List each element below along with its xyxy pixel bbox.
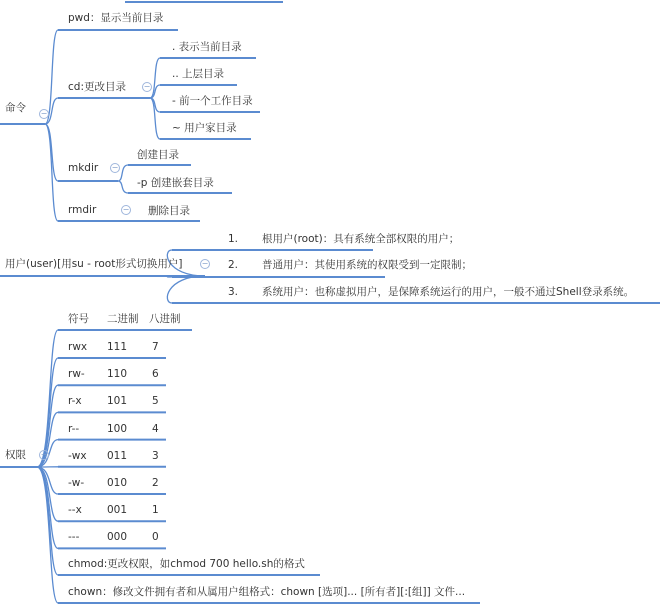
topic-rmdir-child[interactable]: 删除目录 [148, 205, 190, 217]
topic-cd-child[interactable]: ~ 用户家目录 [172, 122, 237, 134]
topic-cd-child[interactable]: . 表示当前目录 [172, 41, 242, 53]
perm-cell: r-- [68, 422, 80, 435]
perm-cell: 001 [107, 504, 128, 517]
user-item-num: 1. [228, 233, 239, 245]
perm-cell: 101 [107, 395, 128, 408]
topic-cd-child[interactable]: - 前一个工作目录 [172, 95, 253, 107]
topic-mkdir-child[interactable]: 创建目录 [137, 149, 179, 161]
perm-cell: 7 [152, 341, 159, 353]
user-item-num: 2. [228, 259, 239, 271]
perm-cell: 110 [107, 368, 128, 381]
perm-cell: rwx [68, 341, 88, 353]
collapse-icon[interactable]: − [40, 109, 48, 118]
topic-cd[interactable]: cd:更改目录 [68, 81, 126, 93]
perm-header: 八进制 [149, 313, 181, 325]
perm-cell: 000 [107, 531, 128, 544]
topic-permissions[interactable]: 权限 [5, 449, 26, 461]
perm-cell: 3 [152, 449, 159, 462]
branch-curve [167, 276, 205, 303]
user-item[interactable]: 普通用户：其使用系统的权限受到一定限制； [262, 259, 472, 271]
perm-cell: 111 [107, 341, 128, 353]
topic-mkdir-child[interactable]: -p 创建嵌套目录 [137, 177, 214, 189]
perm-header: 二进制 [107, 313, 139, 325]
collapse-icon[interactable]: − [111, 163, 119, 172]
perm-cell: r-x [68, 395, 82, 408]
branch-curve [37, 330, 58, 467]
perm-cell: --- [68, 531, 80, 544]
topic-commands[interactable]: 命令 [5, 102, 26, 114]
collapse-icon[interactable]: − [143, 82, 151, 91]
perm-cell: 0 [152, 531, 159, 544]
user-item-num: 3. [228, 286, 239, 298]
topic-mkdir[interactable]: mkdir [68, 162, 99, 174]
perm-header: 符号 [68, 313, 89, 325]
perm-cell: 010 [107, 477, 128, 489]
collapse-icon[interactable]: − [122, 205, 130, 214]
perm-cell: -w- [68, 477, 85, 489]
perm-cell: 5 [152, 395, 159, 408]
topic-chown[interactable]: chown：修改文件拥有者和从属用户组格式：chown [选项]... [所有者][:[组]] 文件... [68, 586, 466, 598]
branch-curve [45, 124, 58, 221]
perm-cell: 011 [107, 449, 128, 462]
topic-users[interactable]: 用户(user)[用su - root形式切换用户] [5, 258, 183, 270]
collapse-icon[interactable]: − [201, 259, 209, 268]
perm-cell: 1 [152, 504, 159, 517]
branch-curve [37, 467, 58, 603]
perm-cell: 100 [107, 422, 128, 435]
branch-curve [118, 181, 128, 193]
perm-cell: -wx [68, 449, 87, 462]
topic-chmod[interactable]: chmod:更改权限，如chmod 700 hello.sh的格式 [68, 558, 305, 570]
topic-rmdir[interactable]: rmdir [68, 204, 97, 216]
topic-pwd[interactable]: pwd：显示当前目录 [68, 12, 164, 24]
perm-cell: rw- [68, 368, 85, 381]
perm-cell: 2 [152, 477, 159, 489]
perm-cell: 4 [152, 422, 159, 435]
collapse-icon[interactable]: − [40, 450, 48, 459]
user-item[interactable]: 系统用户：也称虚拟用户，是保障系统运行的用户，一般不通过Shell登录系统。 [262, 286, 635, 298]
topic-cd-child[interactable]: .. 上层目录 [172, 68, 225, 80]
perm-cell: 6 [152, 368, 159, 381]
perm-cell: --x [68, 504, 82, 517]
user-item[interactable]: 根用户(root)：具有系统全部权限的用户； [262, 233, 460, 245]
